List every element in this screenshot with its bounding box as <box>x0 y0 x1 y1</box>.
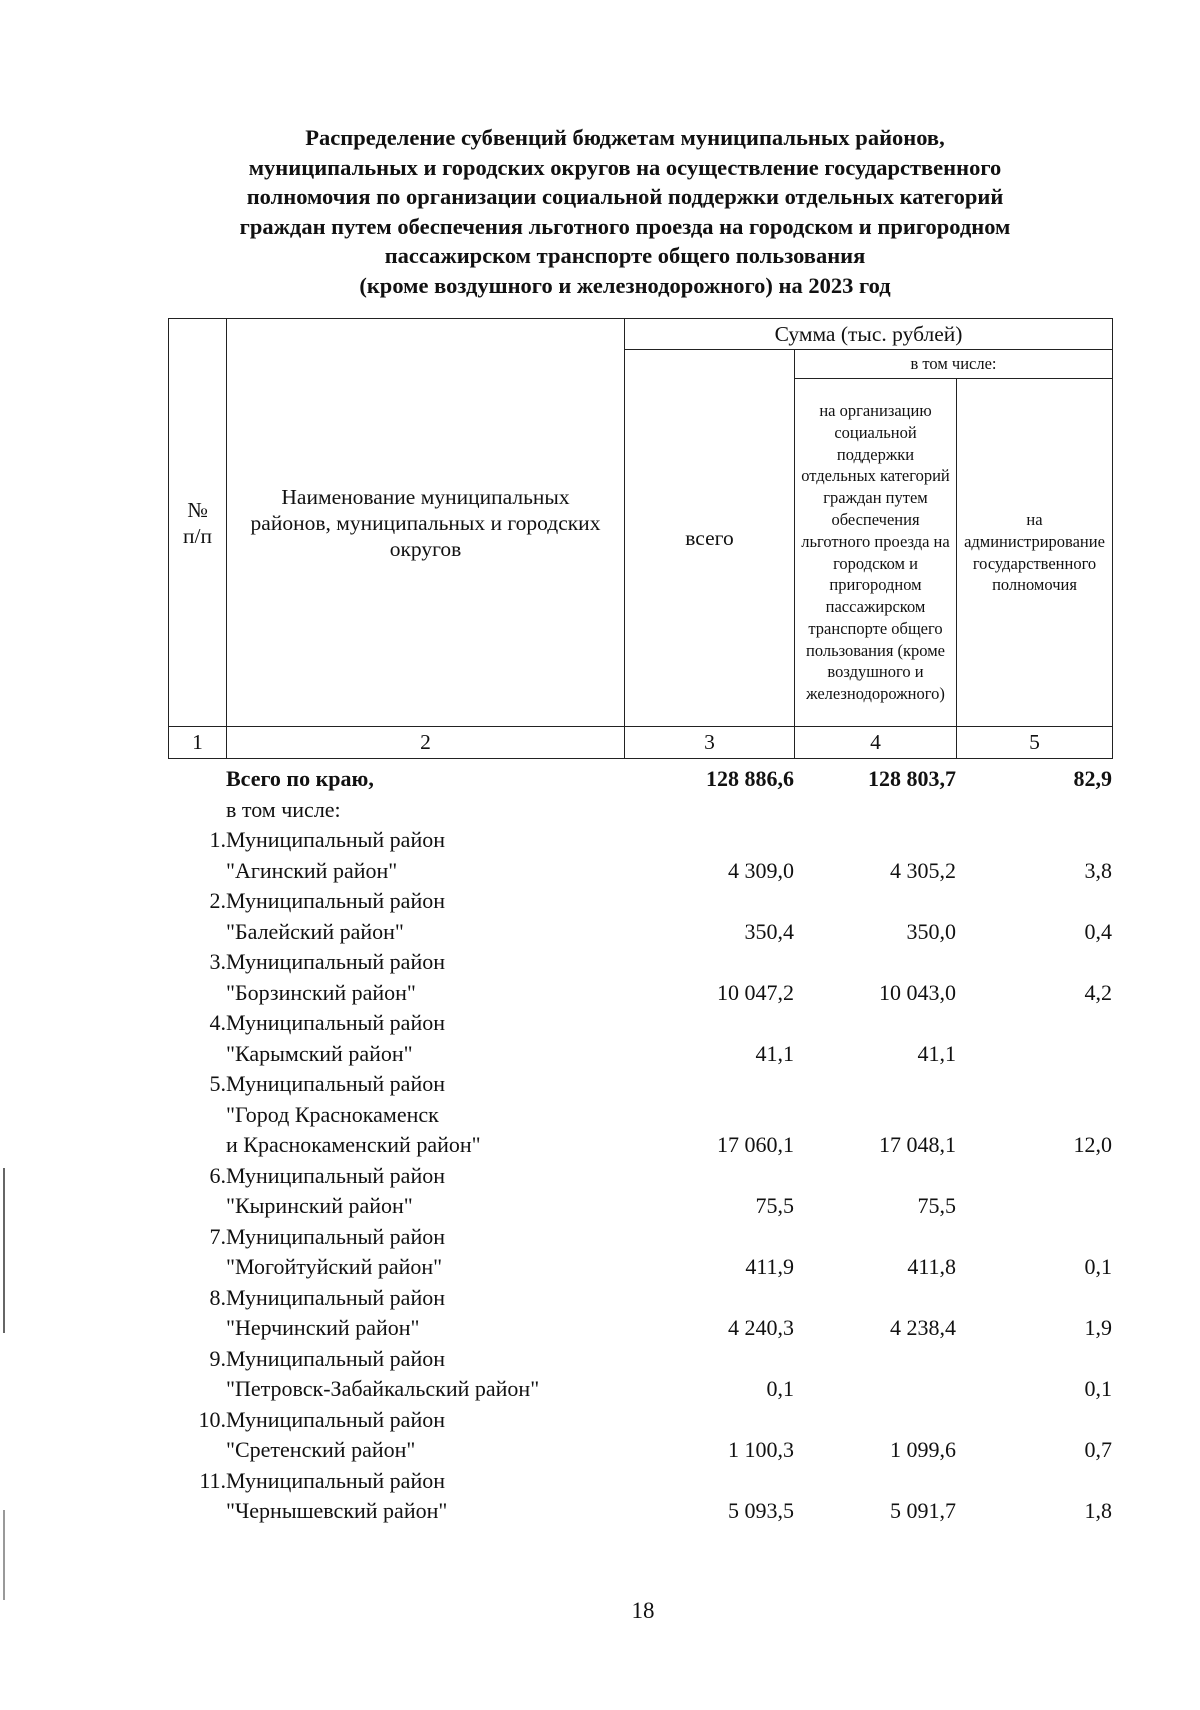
row-org: 5 091,7 <box>890 1498 956 1523</box>
row-name-line: "Сретенский район" <box>226 1437 416 1462</box>
row-org <box>794 1344 956 1375</box>
row-number <box>168 1374 226 1405</box>
row-admin <box>956 1039 1112 1070</box>
title-line: (кроме воздушного и железнодорожного) на 2023 год <box>359 272 891 298</box>
row-total: 41,1 <box>755 1040 794 1066</box>
row-total: 5 093,5 <box>728 1498 794 1523</box>
total-admin: 82,9 <box>1073 766 1112 791</box>
row-name-line: Муниципальный район <box>226 888 445 913</box>
table-body <box>168 764 1112 1527</box>
column-number: 2 <box>227 727 625 759</box>
column-numbers-row <box>169 727 1113 759</box>
header-col-admin <box>957 379 1113 727</box>
row-number: 8. <box>209 1284 226 1310</box>
row-org: 10 043,0 <box>879 979 956 1005</box>
row-number: 10. <box>198 1406 226 1432</box>
document-title <box>150 123 1100 300</box>
table-row <box>168 1191 1112 1222</box>
total-sum: 128 886,6 <box>706 766 794 791</box>
row-number <box>168 978 226 1009</box>
row-org <box>794 825 956 856</box>
row-admin: 0,1 <box>1084 1254 1112 1279</box>
row-name-line: и Краснокаменский район" <box>226 1132 481 1157</box>
row-admin: 12,0 <box>1073 1132 1112 1157</box>
header-col-name <box>227 319 625 727</box>
row-name-line: Муниципальный район <box>226 1467 445 1493</box>
row-total <box>624 947 794 978</box>
page-number <box>0 1598 1200 1624</box>
row-admin <box>956 886 1112 917</box>
table-row <box>168 1069 1112 1100</box>
row-admin: 0,7 <box>1084 1437 1112 1462</box>
row-number: 1. <box>209 827 226 852</box>
row-org <box>794 1008 956 1039</box>
table-row <box>168 886 1112 917</box>
row-number <box>168 1039 226 1070</box>
header-col-admin-label: на администрирование государственного полномочия <box>964 509 1105 595</box>
row-number: 5. <box>209 1071 226 1096</box>
scan-edge-mark <box>3 1168 5 1333</box>
row-number <box>168 1130 226 1161</box>
header-col-org-label: на организацию социальной поддержки отдельных категорий граждан путем обеспечения льготного проезда на городском и пригородном пассажирском транспорте общего пользования (кроме воздушного и железнодорожного) <box>801 400 950 704</box>
table-row <box>168 1496 1112 1527</box>
row-org <box>794 886 956 917</box>
row-admin <box>956 1466 1112 1497</box>
column-number: 1 <box>169 727 227 759</box>
row-name-line: "Чернышевский район" <box>226 1498 448 1523</box>
header-col-number-label: № п/п <box>183 497 212 548</box>
row-name-line: "Карымский район" <box>226 1040 413 1066</box>
row-number <box>168 1252 226 1283</box>
row-name-line: Муниципальный район <box>226 1345 445 1371</box>
table-row <box>168 978 1112 1009</box>
row-total: 4 240,3 <box>728 1315 794 1340</box>
row-admin <box>956 1283 1112 1314</box>
column-number: 5 <box>957 727 1113 759</box>
row-number <box>168 917 226 948</box>
table-row <box>168 1039 1112 1070</box>
row-total <box>624 1405 794 1436</box>
title-line: пассажирском транспорте общего пользования <box>384 243 866 268</box>
row-total <box>624 1222 794 1253</box>
row-admin <box>956 1161 1112 1192</box>
row-number: 7. <box>209 1223 226 1249</box>
title-line: Распределение субвенций бюджетам муниципальных районов, <box>305 125 945 150</box>
row-admin <box>956 1222 1112 1253</box>
including-label: в том числе: <box>226 796 341 822</box>
header-col-number <box>169 319 227 727</box>
table-row <box>168 1130 1112 1161</box>
row-admin: 0,1 <box>1084 1376 1112 1401</box>
row-total: 4 309,0 <box>728 857 794 883</box>
row-total: 17 060,1 <box>717 1132 794 1157</box>
row-name-line: Муниципальный район <box>226 1284 445 1310</box>
row-org: 4 305,2 <box>890 857 956 883</box>
row-name-line: Муниципальный район <box>226 1162 445 1188</box>
table-row <box>168 1252 1112 1283</box>
page-number-text: 18 <box>631 1598 655 1623</box>
title-line: муниципальных и городских округов на осуществление государственного <box>248 154 1002 180</box>
row-org <box>794 1374 956 1405</box>
row-admin <box>956 1100 1112 1131</box>
table-row <box>168 1008 1112 1039</box>
row-name-line: "Кыринский район" <box>226 1193 413 1218</box>
title-line: граждан путем обеспечения льготного проезда на городском и пригородном <box>239 213 1011 239</box>
table-row <box>168 1344 1112 1375</box>
row-total <box>624 1161 794 1192</box>
header-including: в том числе: <box>795 350 1113 379</box>
row-org: 411,8 <box>907 1254 956 1279</box>
row-admin: 1,9 <box>1084 1315 1112 1340</box>
row-number: 9. <box>209 1345 226 1371</box>
column-number: 4 <box>795 727 957 759</box>
table-row <box>168 1161 1112 1192</box>
table-row <box>168 1374 1112 1405</box>
row-total <box>624 1344 794 1375</box>
row-number <box>168 1435 226 1466</box>
row-number: 11. <box>199 1467 226 1493</box>
table-row <box>168 825 1112 856</box>
row-name-line: Муниципальный район <box>226 827 445 852</box>
row-org <box>794 947 956 978</box>
table-row <box>168 1435 1112 1466</box>
header-col-name-label: Наименование муниципальных районов, муниципальных и городских округов <box>250 484 601 561</box>
table-row <box>168 1283 1112 1314</box>
row-admin <box>956 825 1112 856</box>
row-name-line: "Агинский район" <box>226 857 398 883</box>
row-org: 75,5 <box>917 1193 956 1218</box>
row-admin <box>956 1008 1112 1039</box>
row-name-line: Муниципальный район <box>226 1071 445 1096</box>
row-name-line: "Город Краснокаменск <box>226 1101 439 1127</box>
row-number: 2. <box>209 888 226 913</box>
row-number <box>168 1496 226 1527</box>
table-header <box>168 318 1113 759</box>
row-total: 411,9 <box>745 1254 794 1279</box>
row-number <box>168 1191 226 1222</box>
column-number: 3 <box>625 727 795 759</box>
table-row <box>168 947 1112 978</box>
header-col-org <box>795 379 957 727</box>
total-org: 128 803,7 <box>868 766 956 791</box>
row-org <box>794 1466 956 1497</box>
row-org: 350,0 <box>906 918 956 944</box>
row-org <box>794 1100 956 1131</box>
row-total <box>624 1283 794 1314</box>
row-name-line: "Борзинский район" <box>226 979 416 1005</box>
row-org <box>794 1405 956 1436</box>
row-number <box>168 1100 226 1131</box>
total-row <box>168 764 1112 795</box>
row-org: 1 099,6 <box>890 1437 956 1462</box>
row-total <box>624 886 794 917</box>
title-line: полномочия по организации социальной поддержки отдельных категорий <box>246 184 1004 209</box>
row-total <box>624 1069 794 1100</box>
row-total: 1 100,3 <box>728 1437 794 1462</box>
row-org: 17 048,1 <box>879 1132 956 1157</box>
row-admin: 3,8 <box>1084 857 1112 883</box>
row-total <box>624 1100 794 1131</box>
row-total: 10 047,2 <box>717 979 794 1005</box>
row-org: 4 238,4 <box>890 1315 956 1340</box>
row-total: 0,1 <box>766 1376 794 1401</box>
including-row <box>168 795 1112 826</box>
table-row <box>168 1100 1112 1131</box>
total-label: Всего по краю, <box>226 766 374 791</box>
row-name-line: Муниципальный район <box>226 1010 445 1035</box>
row-number: 4. <box>209 1010 226 1035</box>
table-row <box>168 1313 1112 1344</box>
row-total <box>624 1466 794 1497</box>
row-total <box>624 825 794 856</box>
table-row <box>168 1466 1112 1497</box>
table-row <box>168 1405 1112 1436</box>
row-total: 75,5 <box>755 1193 794 1218</box>
row-org <box>794 1283 956 1314</box>
row-admin <box>956 947 1112 978</box>
row-name-line: "Петровск-Забайкальский район" <box>226 1376 540 1401</box>
table-row <box>168 856 1112 887</box>
row-admin <box>956 1405 1112 1436</box>
row-admin <box>956 1344 1112 1375</box>
row-total <box>624 1008 794 1039</box>
header-sum: Сумма (тыс. рублей) <box>625 319 1113 350</box>
row-admin: 4,2 <box>1084 979 1112 1005</box>
row-total: 350,4 <box>744 918 794 944</box>
row-org: 41,1 <box>917 1040 956 1066</box>
row-number: 6. <box>209 1162 226 1188</box>
row-admin: 0,4 <box>1084 918 1112 944</box>
row-name-line: Муниципальный район <box>226 1406 445 1432</box>
row-name-line: "Могойтуйский район" <box>226 1254 443 1279</box>
row-number: 3. <box>209 949 226 974</box>
row-name-line: "Нерчинский район" <box>226 1315 420 1340</box>
row-name-line: Муниципальный район <box>226 949 445 974</box>
row-org <box>794 1161 956 1192</box>
table-row <box>168 917 1112 948</box>
row-admin <box>956 1069 1112 1100</box>
row-org <box>794 1222 956 1253</box>
row-admin: 1,8 <box>1084 1498 1112 1523</box>
row-number <box>168 856 226 887</box>
header-col-total: всего <box>625 350 795 727</box>
row-number <box>168 1313 226 1344</box>
row-name-line: "Балейский район" <box>226 918 404 944</box>
row-org <box>794 1069 956 1100</box>
scan-edge-mark <box>3 1510 5 1600</box>
row-admin <box>956 1191 1112 1222</box>
table-row <box>168 1222 1112 1253</box>
row-name-line: Муниципальный район <box>226 1223 445 1249</box>
